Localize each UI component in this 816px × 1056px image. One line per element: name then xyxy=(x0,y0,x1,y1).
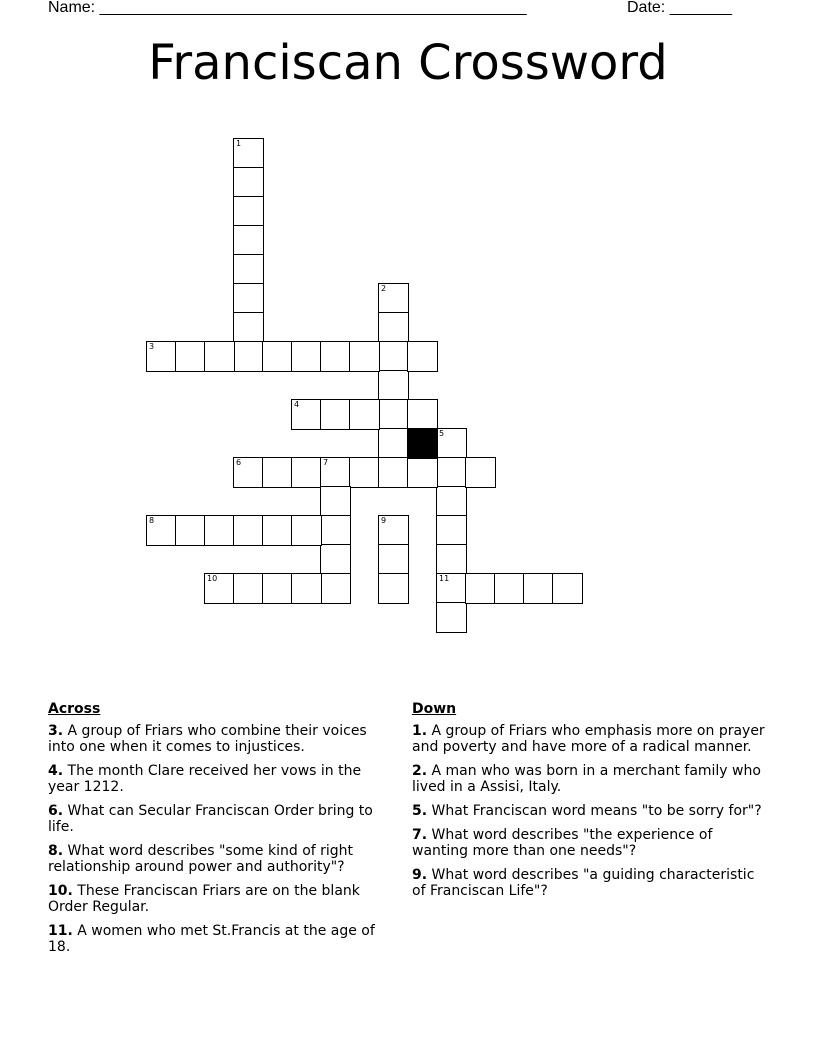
grid-cell[interactable] xyxy=(378,312,409,343)
clue-number-label: 10 xyxy=(207,574,218,583)
grid-cell[interactable] xyxy=(262,341,293,372)
grid-cell[interactable] xyxy=(233,225,264,256)
clue-text: What can Secular Franciscan Order bring to life. xyxy=(48,803,373,835)
clue-text: What word describes "the experience of wanting more than one needs"? xyxy=(412,827,713,859)
grid-cell[interactable] xyxy=(175,341,206,372)
grid-cell[interactable] xyxy=(320,457,351,488)
grid-cell[interactable] xyxy=(320,399,351,430)
page-title: Franciscan Crossword xyxy=(148,35,668,91)
clue-text: These Franciscan Friars are on the blank Order Regular. xyxy=(48,883,360,915)
clue-across-11 xyxy=(48,923,388,955)
grid-cell[interactable] xyxy=(233,196,264,227)
grid-cell[interactable] xyxy=(378,428,409,459)
clue-down-7 xyxy=(412,827,772,859)
grid-cell[interactable] xyxy=(233,312,264,343)
grid-cell[interactable] xyxy=(349,399,380,430)
grid-cell[interactable] xyxy=(436,428,467,459)
clue-number: 5. xyxy=(412,803,428,819)
grid-cell[interactable] xyxy=(320,341,351,372)
grid-cell[interactable] xyxy=(320,515,351,546)
clue-text: A man who was born in a merchant family who lived in a Assisi, Italy. xyxy=(412,763,761,795)
clue-number-label: 8 xyxy=(149,516,155,525)
grid-cell[interactable] xyxy=(436,515,467,546)
grid-cell[interactable] xyxy=(262,573,293,604)
clue-number: 9. xyxy=(412,867,428,883)
grid-cell[interactable] xyxy=(436,486,467,517)
grid-cell[interactable] xyxy=(378,515,409,546)
grid-cell[interactable] xyxy=(291,341,322,372)
grid-cell[interactable] xyxy=(523,573,554,604)
grid-cell[interactable] xyxy=(233,457,264,488)
clue-across-6 xyxy=(48,803,388,835)
clue-number-label: 7 xyxy=(323,458,329,467)
clue-text: What Franciscan word means "to be sorry for"? xyxy=(431,803,762,819)
clue-down-1 xyxy=(412,723,772,755)
clue-number-label: 1 xyxy=(236,139,242,148)
clue-number: 10. xyxy=(48,883,73,899)
grid-cell[interactable] xyxy=(175,515,206,546)
grid-cell[interactable] xyxy=(291,399,322,430)
grid-cell[interactable] xyxy=(146,341,177,372)
grid-cell[interactable] xyxy=(465,573,496,604)
clue-number: 7. xyxy=(412,827,428,843)
grid-cell[interactable] xyxy=(349,457,380,488)
grid-cell[interactable] xyxy=(552,573,583,604)
grid-cell[interactable] xyxy=(320,486,351,517)
clue-across-3 xyxy=(48,723,388,755)
clue-number-label: 11 xyxy=(439,574,450,583)
clue-number: 4. xyxy=(48,763,64,779)
clue-down-5 xyxy=(412,803,772,819)
date-field[interactable]: Date: _______ xyxy=(627,0,732,16)
clue-across-4 xyxy=(48,763,388,795)
grid-cell[interactable] xyxy=(204,573,235,604)
grid-cell[interactable] xyxy=(291,515,322,546)
clue-text: A group of Friars who emphasis more on prayer and poverty and have more of a radical manner. xyxy=(412,723,765,755)
grid-cell[interactable] xyxy=(436,602,467,633)
across-heading: Across xyxy=(48,701,101,717)
grid-cell[interactable] xyxy=(378,370,409,401)
clue-across-10 xyxy=(48,883,388,915)
grid-cell[interactable] xyxy=(378,283,409,314)
grid-cell[interactable] xyxy=(233,573,264,604)
grid-cell[interactable] xyxy=(204,341,235,372)
grid-cell[interactable] xyxy=(262,515,293,546)
grid-cell[interactable] xyxy=(465,457,496,488)
clue-number-label: 6 xyxy=(236,458,242,467)
clue-number: 11. xyxy=(48,923,73,939)
clue-down-2 xyxy=(412,763,772,795)
grid-cell[interactable] xyxy=(233,283,264,314)
clue-text: The month Clare received her vows in the year 1212. xyxy=(48,763,362,795)
grid-cell[interactable] xyxy=(378,341,409,372)
clue-text: A women who met St.Francis at the age of 18. xyxy=(48,923,375,955)
grid-cell[interactable] xyxy=(146,515,177,546)
clue-number: 2. xyxy=(412,763,428,779)
clue-number: 1. xyxy=(412,723,428,739)
down-heading: Down xyxy=(412,701,457,717)
clue-number-label: 3 xyxy=(149,342,155,351)
across-clues xyxy=(48,700,388,963)
grid-cell[interactable] xyxy=(233,515,264,546)
clue-text: What word describes "a guiding characteristic of Franciscan Life"? xyxy=(412,867,755,899)
clue-number-label: 2 xyxy=(381,284,387,293)
black-square xyxy=(407,428,438,459)
clue-text: A group of Friars who combine their voices into one when it comes to injustices. xyxy=(48,723,367,755)
grid-cell[interactable] xyxy=(407,399,438,430)
grid-cell[interactable] xyxy=(233,254,264,285)
clue-number: 8. xyxy=(48,843,64,859)
grid-cell[interactable] xyxy=(291,573,322,604)
grid-cell[interactable] xyxy=(436,457,467,488)
grid-cell[interactable] xyxy=(378,399,409,430)
clue-number: 6. xyxy=(48,803,64,819)
grid-cell[interactable] xyxy=(378,457,409,488)
clue-down-9 xyxy=(412,867,772,899)
down-clues xyxy=(412,700,772,907)
clue-text: What word describes "some kind of right relationship around power and authority"? xyxy=(48,843,354,875)
grid-cell[interactable] xyxy=(378,573,409,604)
grid-cell[interactable] xyxy=(320,573,351,604)
grid-cell[interactable] xyxy=(378,544,409,575)
grid-cell[interactable] xyxy=(320,544,351,575)
grid-cell[interactable] xyxy=(233,138,264,169)
grid-cell[interactable] xyxy=(233,167,264,198)
grid-cell[interactable] xyxy=(436,544,467,575)
grid-cell[interactable] xyxy=(349,341,380,372)
grid-cell[interactable] xyxy=(407,457,438,488)
grid-cell[interactable] xyxy=(262,457,293,488)
clue-number-label: 9 xyxy=(381,516,387,525)
grid-cell[interactable] xyxy=(436,573,467,604)
grid-cell[interactable] xyxy=(233,341,264,372)
grid-cell[interactable] xyxy=(494,573,525,604)
grid-cell[interactable] xyxy=(407,341,438,372)
clue-number: 3. xyxy=(48,723,64,739)
clue-number-label: 4 xyxy=(294,400,300,409)
grid-cell[interactable] xyxy=(291,457,322,488)
clue-number-label: 5 xyxy=(439,429,445,438)
clue-across-8 xyxy=(48,843,388,875)
grid-cell[interactable] xyxy=(204,515,235,546)
name-field[interactable]: Name: ________________________________________________ xyxy=(48,0,527,16)
